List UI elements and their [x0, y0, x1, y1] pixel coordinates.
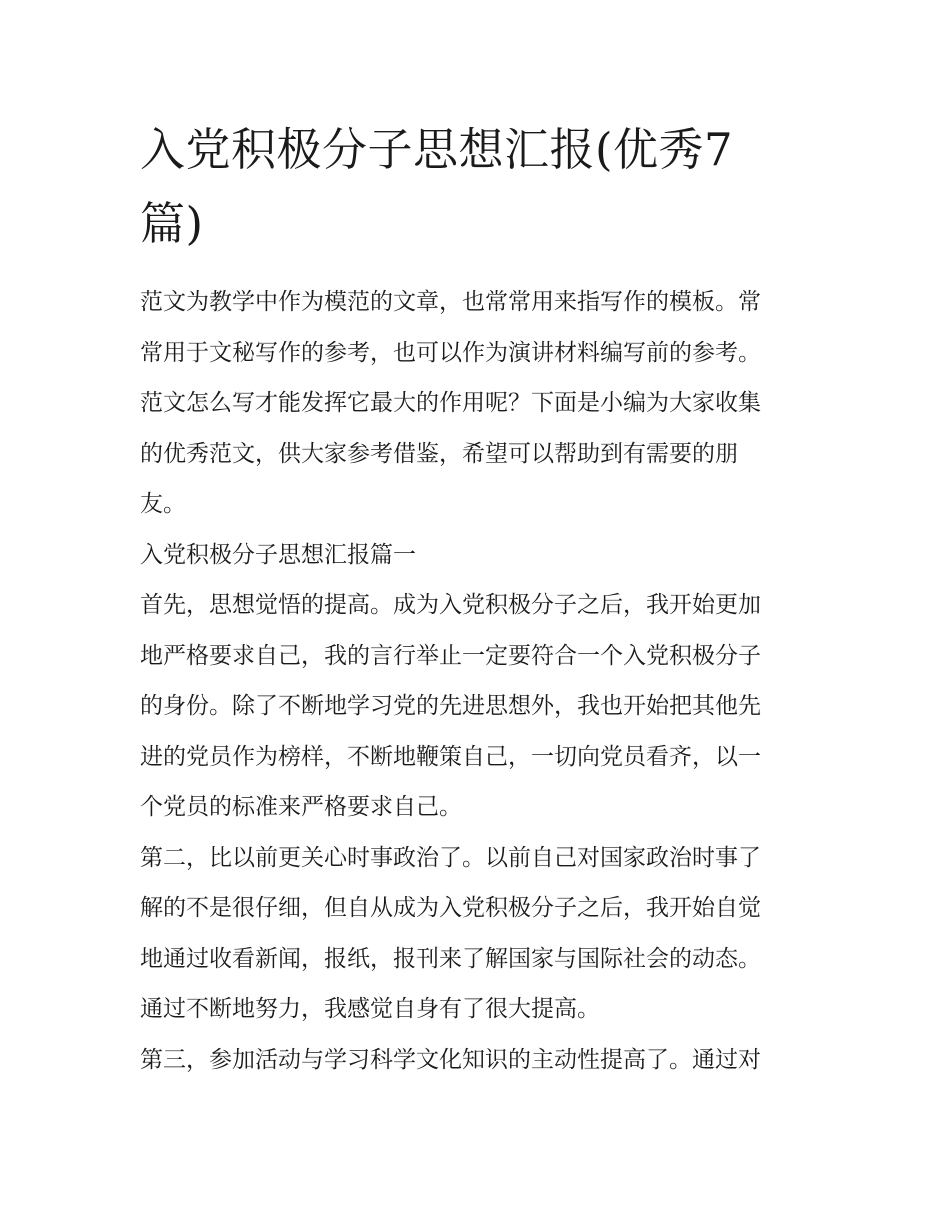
text-line: 范文怎么写才能发挥它最大的作用呢？下面是小编为大家收集 — [140, 390, 761, 416]
intro-paragraph — [140, 277, 812, 530]
text-line: 解的不是很仔细，但自从成为入党积极分子之后，我开始自觉 — [140, 895, 761, 921]
text-line: 范文为教学中作为模范的文章，也常常用来指写作的模板。常 — [140, 289, 761, 315]
body-paragraph — [140, 833, 812, 1035]
text-line: 的身份。除了不断地学习党的先进思想外，我也开始把其他先 — [140, 693, 761, 719]
text-line: 个党员的标准来严格要求自己。 — [140, 794, 462, 820]
text-line: 地严格要求自己，我的言行举止一定要符合一个入党积极分子 — [140, 642, 761, 669]
text-line: 进的党员作为榜样，不断地鞭策自己，一切向党员看齐，以一 — [140, 743, 761, 770]
text-line: 通过不断地努力，我感觉自身有了很大提高。 — [140, 996, 600, 1022]
text-line: 首先，思想觉悟的提高。成为入党积极分子之后，我开始更加 — [140, 592, 761, 618]
title-line: 入党积极分子思想汇报(优秀7 — [140, 123, 734, 176]
document-title — [140, 113, 812, 261]
body-paragraph — [140, 1035, 812, 1086]
text-line: 入党积极分子思想汇报篇一 — [140, 541, 416, 568]
text-line: 第二，比以前更关心时事政治了。以前自己对国家政治时事了 — [140, 844, 761, 871]
body-paragraph — [140, 580, 812, 833]
text-line: 的优秀范文，供大家参考借鉴，希望可以帮助到有需要的朋 — [140, 440, 738, 467]
text-line: 友。 — [140, 491, 186, 517]
text-line: 常用于文秘写作的参考，也可以作为演讲材料编写前的参考。 — [140, 339, 761, 366]
text-line: 第三，参加活动与学习科学文化知识的主动性提高了。通过对 — [140, 1046, 761, 1073]
document-body — [140, 113, 812, 1085]
document-paragraphs — [140, 277, 812, 1085]
text-line: 地通过收看新闻，报纸，报刊来了解国家与国际社会的动态。 — [140, 945, 761, 972]
section-heading — [140, 530, 812, 581]
title-line: 篇) — [140, 197, 204, 250]
